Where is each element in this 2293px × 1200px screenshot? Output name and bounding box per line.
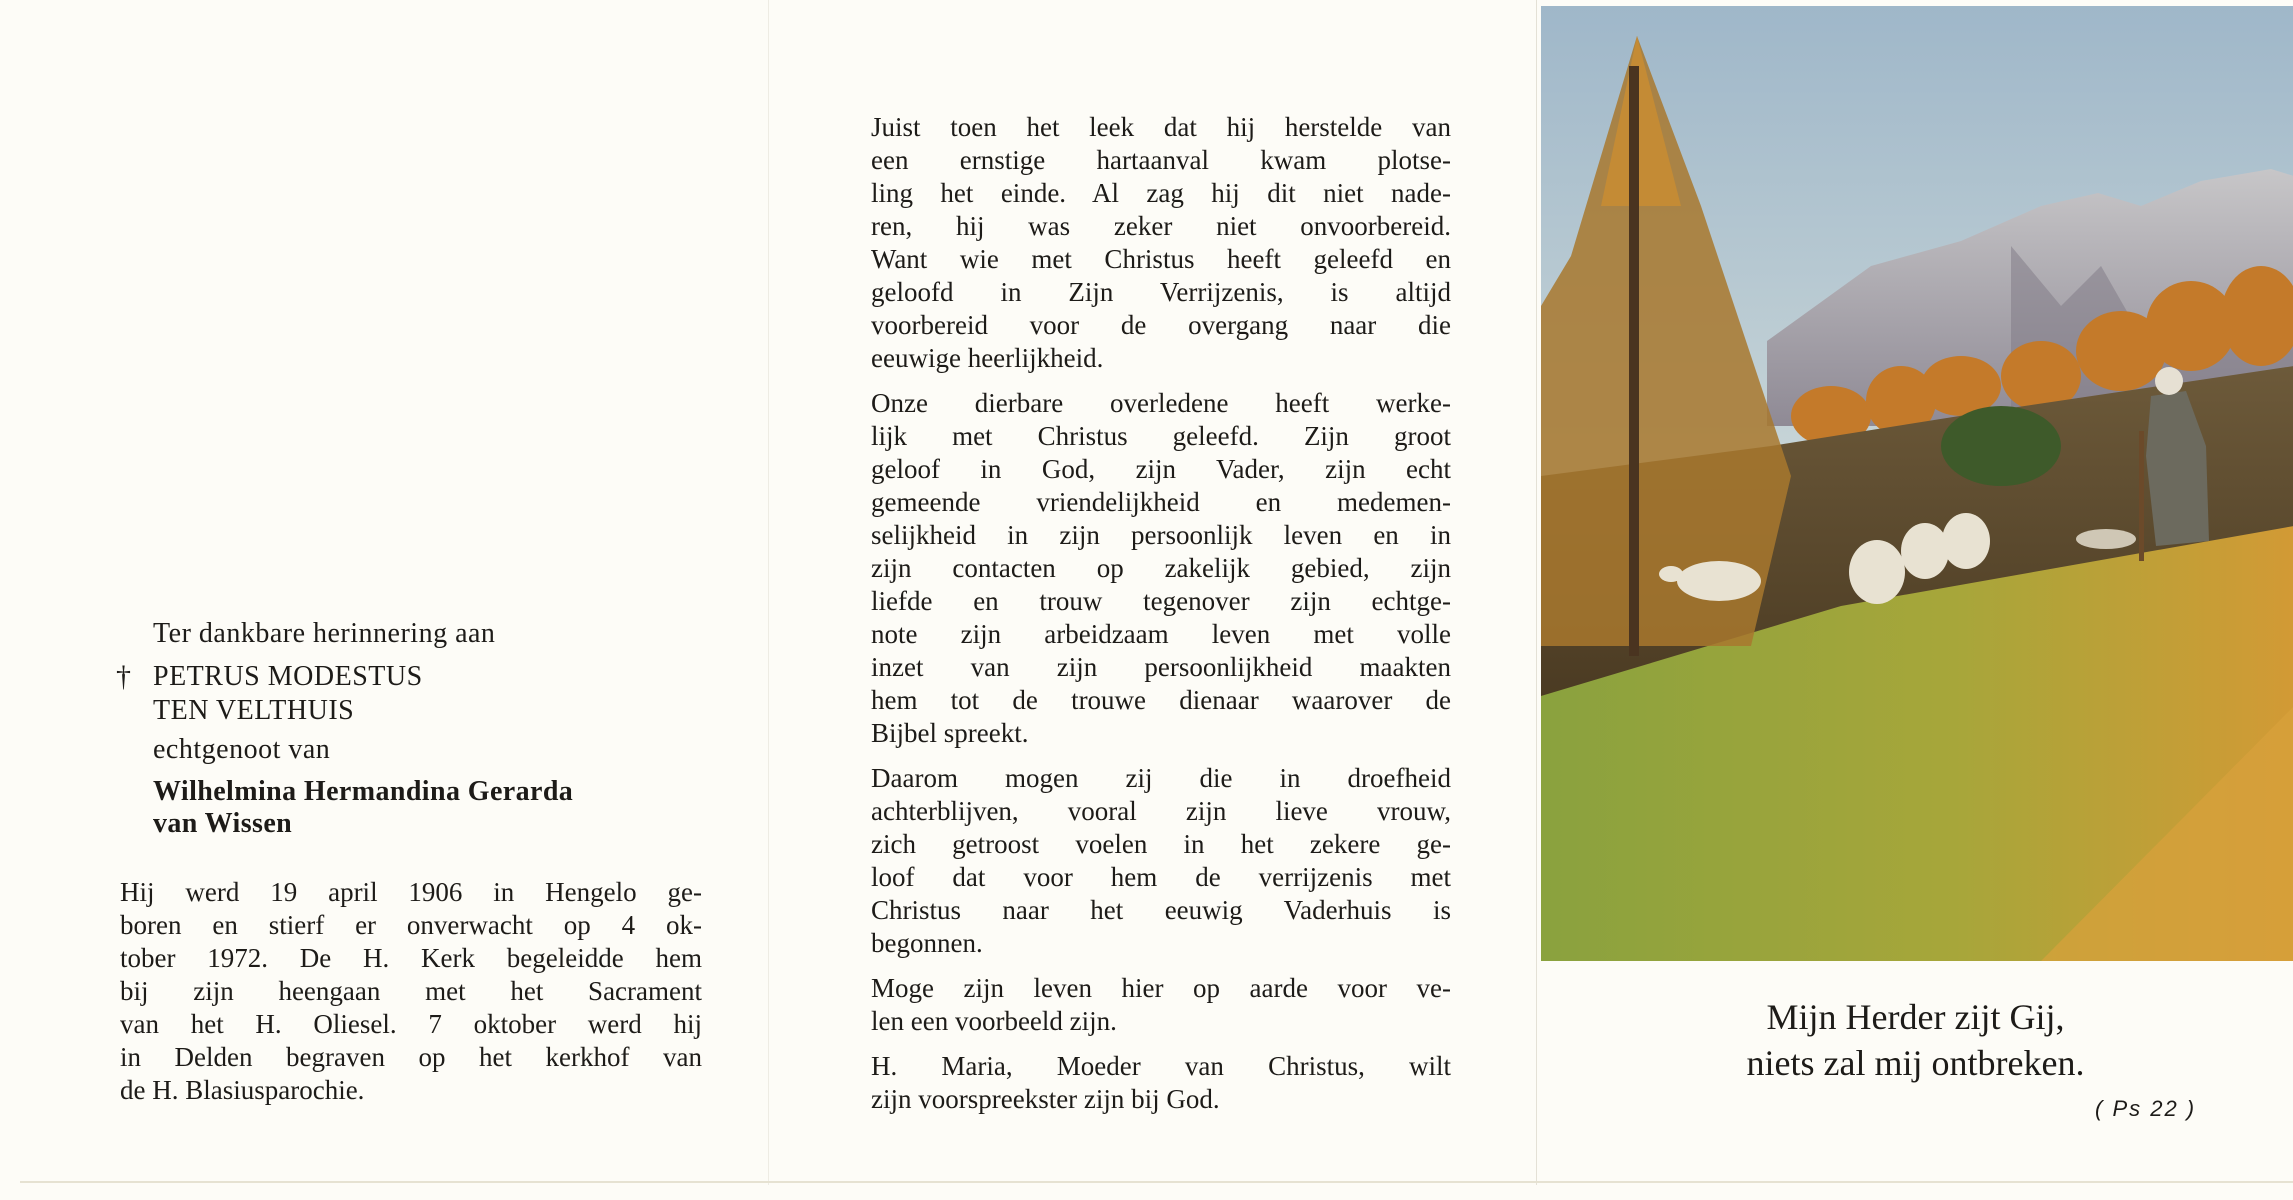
text-line: lijk met Christus geleefd. Zijn groot: [871, 421, 1451, 451]
bio-lines: [120, 876, 702, 1107]
left-panel: [0, 0, 768, 1185]
text-line: de H. Blasiusparochie.: [120, 1075, 365, 1105]
text-line: geloofd in Zijn Verrijzenis, is altijd: [871, 277, 1451, 307]
text-line: achterblijven, vooral zijn lieve vrouw,: [871, 796, 1451, 826]
text-line: tober 1972. De H. Kerk begeleidde hem: [120, 943, 702, 973]
text-line: Daarom mogen zij die in droefheid: [871, 763, 1451, 793]
text-line: len een voorbeeld zijn.: [871, 1006, 1117, 1036]
eulogy-paragraph: [871, 972, 1451, 1038]
spouse-name: [153, 776, 573, 840]
eulogy-text: [871, 111, 1451, 1128]
eulogy-paragraph: [871, 387, 1451, 750]
text-line: eeuwige heerlijkheid.: [871, 343, 1104, 373]
spouse-line: Wilhelmina Hermandina Gerarda: [153, 776, 574, 807]
text-line: zijn contacten op zakelijk gebied, zijn: [871, 553, 1451, 583]
text-line: gemeende vriendelijkheid en medemen-: [871, 487, 1451, 517]
text-line: Christus naar het eeuwig Vaderhuis is: [871, 895, 1451, 925]
text-line: selijkheid in zijn persoonlijk leven en in: [871, 520, 1451, 550]
text-line: Bijbel spreekt.: [871, 718, 1029, 748]
text-line: note zijn arbeidzaam leven met volle: [871, 619, 1451, 649]
card-bottom-edge: [20, 1181, 2293, 1183]
eulogy-paragraph: [871, 762, 1451, 960]
psalm-reference: ( Ps 22 ): [2095, 1096, 2197, 1121]
text-line: boren en stierf er onverwacht op 4 ok-: [120, 910, 702, 940]
text-line: bij zijn heengaan met het Sacrament: [120, 976, 702, 1006]
text-line: liefde en trouw tegenover zijn echtge-: [871, 586, 1451, 616]
text-line: Onze dierbare overledene heeft werke-: [871, 388, 1451, 418]
name-line: PETRUS MODESTUS: [153, 661, 423, 692]
deceased-name: [153, 660, 423, 728]
text-line: ling het einde. Al zag hij dit niet nade-: [871, 178, 1451, 208]
text-line: ren, hij was zeker niet onvoorbereid.: [871, 211, 1451, 241]
text-line: Want wie met Christus heeft geleefd en: [871, 244, 1451, 274]
text-line: begonnen.: [871, 928, 983, 958]
text-line: van het H. Oliesel. 7 oktober werd hij: [120, 1009, 702, 1039]
psalm-caption: [1537, 994, 2293, 1086]
text-line: Moge zijn leven hier op aarde voor ve-: [871, 973, 1451, 1003]
text-line: hem tot de trouwe dienaar waarover de: [871, 685, 1451, 715]
text-line: een ernstige hartaanval kwam plotse-: [871, 145, 1451, 175]
cross-icon: †: [116, 660, 131, 693]
caption-line: Mijn Herder zijt Gij,: [1766, 997, 2065, 1037]
right-panel: [1536, 0, 2293, 1185]
caption-line: niets zal mij ontbreken.: [1746, 1043, 2085, 1083]
name-line: TEN VELTHUIS: [153, 695, 355, 726]
text-line: H. Maria, Moeder van Christus, wilt: [871, 1051, 1451, 1081]
text-line: zijn voorspreekster zijn bij God.: [871, 1084, 1220, 1114]
text-line: in Delden begraven op het kerkhof van: [120, 1042, 702, 1072]
spouse-line: van Wissen: [153, 808, 293, 839]
text-line: loof dat voor hem de verrijzenis met: [871, 862, 1451, 892]
dedication-intro: Ter dankbare herinnering aan: [153, 618, 496, 649]
text-line: Hij werd 19 april 1906 in Hengelo ge-: [120, 877, 702, 907]
biography-paragraph: [120, 876, 702, 1119]
shepherd-landscape-photo: [1541, 6, 2293, 961]
text-line: zich getroost voelen in het zekere ge-: [871, 829, 1451, 859]
text-line: inzet van zijn persoonlijkheid maakten: [871, 652, 1451, 682]
eulogy-paragraph: [871, 1050, 1451, 1116]
spouse-label: echtgenoot van: [153, 734, 331, 765]
text-line: voorbereid voor de overgang naar die: [871, 310, 1451, 340]
text-line: Juist toen het leek dat hij herstelde van: [871, 112, 1451, 142]
text-line: geloof in God, zijn Vader, zijn echt: [871, 454, 1451, 484]
eulogy-paragraph: [871, 111, 1451, 375]
middle-panel: [768, 0, 1537, 1185]
